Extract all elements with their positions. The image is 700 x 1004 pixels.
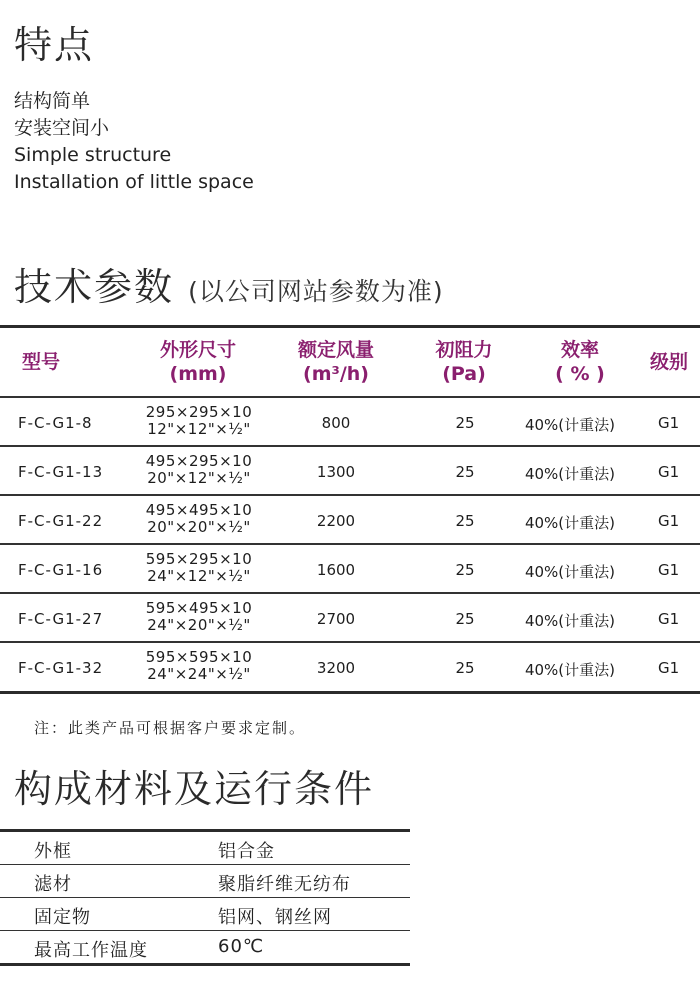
header-unit: (m³/h) [303, 363, 369, 385]
cell-flow: 3200 [316, 659, 356, 678]
cell-model: F-C-G1-27 [18, 609, 104, 628]
tech-table [0, 325, 700, 694]
header-label: 额定风量 [297, 339, 374, 361]
cell-flow: 1600 [316, 560, 356, 579]
materials-key: 最高工作温度 [34, 940, 148, 961]
cell-efficiency: 40%(计重法) [524, 562, 616, 581]
materials-key: 固定物 [34, 907, 91, 928]
cell-size-mm: 295×295×10 [145, 402, 253, 421]
feature-line: Simple structure [14, 144, 172, 166]
materials-rule [0, 963, 410, 966]
cell-size-mm: 595×595×10 [145, 648, 253, 667]
tech-subtitle: (以公司网站参数为准) [188, 277, 444, 306]
cell-size-mm: 595×295×10 [145, 549, 253, 568]
cell-efficiency: 40%(计重法) [524, 611, 616, 630]
materials-key: 外框 [34, 841, 72, 862]
header-unit: (Pa) [442, 363, 486, 385]
table-header [0, 328, 700, 396]
cell-efficiency: 40%(计重法) [524, 661, 616, 680]
materials-row [0, 898, 410, 930]
cell-model: F-C-G1-16 [18, 560, 104, 579]
cell-model: F-C-G1-8 [18, 413, 93, 432]
table-row [0, 447, 700, 495]
materials-value: 60℃ [218, 936, 265, 957]
row-rule [0, 691, 700, 694]
cell-flow: 800 [321, 413, 351, 432]
tech-title [14, 265, 444, 309]
cell-model: F-C-G1-32 [18, 659, 104, 678]
cell-size-mm: 495×495×10 [145, 500, 253, 519]
materials-row [0, 931, 410, 963]
cell-size-in: 24"×20"×½" [147, 615, 251, 634]
cell-efficiency: 40%(计重法) [524, 415, 616, 434]
cell-size [140, 453, 258, 487]
materials-body [0, 832, 410, 966]
table-row [0, 643, 700, 691]
cell-grade: G1 [658, 560, 680, 579]
cell-resistance: 25 [455, 413, 475, 432]
cell-size-in: 24"×12"×½" [147, 566, 251, 585]
table-body [0, 398, 700, 694]
cell-size-in: 12"×12"×½" [147, 419, 251, 438]
features-title: 特点 [14, 23, 95, 67]
cell-model: F-C-G1-13 [18, 462, 104, 481]
header-unit: (mm) [169, 363, 227, 385]
cell-flow: 2200 [316, 511, 356, 530]
materials-value: 铝合金 [218, 841, 275, 862]
cell-resistance: 25 [455, 462, 475, 481]
table-row [0, 545, 700, 593]
materials-row [0, 865, 410, 897]
table-row [0, 594, 700, 642]
materials-table [0, 829, 410, 966]
cell-size-in: 20"×12"×½" [147, 468, 251, 487]
cell-grade: G1 [658, 413, 680, 432]
cell-resistance: 25 [455, 609, 475, 628]
table-row [0, 398, 700, 446]
header-flow [286, 338, 386, 386]
header-model [22, 350, 60, 374]
cell-efficiency: 40%(计重法) [524, 464, 616, 483]
header-efficiency [540, 338, 620, 386]
materials-value: 铝网、钢丝网 [218, 907, 332, 928]
cell-size [140, 502, 258, 536]
cell-model: F-C-G1-22 [18, 511, 104, 530]
tech-title-main: 技术参数 [14, 265, 175, 309]
cell-size [140, 649, 258, 683]
header-label: 效率 [560, 339, 599, 361]
cell-grade: G1 [658, 609, 680, 628]
cell-grade: G1 [658, 462, 680, 481]
header-label: 型号 [22, 351, 61, 373]
header-label: 初阻力 [435, 339, 493, 361]
cell-grade: G1 [658, 511, 680, 530]
cell-size-mm: 495×295×10 [145, 451, 253, 470]
cell-size-in: 20"×20"×½" [147, 517, 251, 536]
cell-grade: G1 [658, 659, 680, 678]
features-list [14, 88, 254, 196]
cell-resistance: 25 [455, 511, 475, 530]
footnote: 注：此类产品可根据客户要求定制。 [34, 719, 307, 737]
table-row [0, 496, 700, 544]
cell-resistance: 25 [455, 560, 475, 579]
materials-value: 聚脂纤维无纺布 [218, 874, 351, 895]
cell-size-mm: 595×495×10 [145, 598, 253, 617]
materials-row [0, 832, 410, 864]
materials-key: 滤材 [34, 874, 72, 895]
cell-flow: 1300 [316, 462, 356, 481]
cell-size [140, 404, 258, 438]
feature-line: 结构简单 [14, 90, 91, 112]
header-unit: ( % ) [555, 363, 605, 385]
feature-line: 安装空间小 [14, 117, 110, 139]
cell-resistance: 25 [455, 659, 475, 678]
header-size [148, 338, 248, 386]
cell-size-in: 24"×24"×½" [147, 665, 251, 684]
header-resistance [418, 338, 510, 386]
header-grade [650, 350, 688, 374]
materials-title: 构成材料及运行条件 [14, 767, 375, 811]
header-label: 外形尺寸 [159, 339, 236, 361]
cell-flow: 2700 [316, 609, 356, 628]
header-label: 级别 [650, 351, 689, 373]
feature-line: Installation of little space [14, 171, 254, 193]
cell-size [140, 551, 258, 585]
cell-size [140, 600, 258, 634]
cell-efficiency: 40%(计重法) [524, 513, 616, 532]
